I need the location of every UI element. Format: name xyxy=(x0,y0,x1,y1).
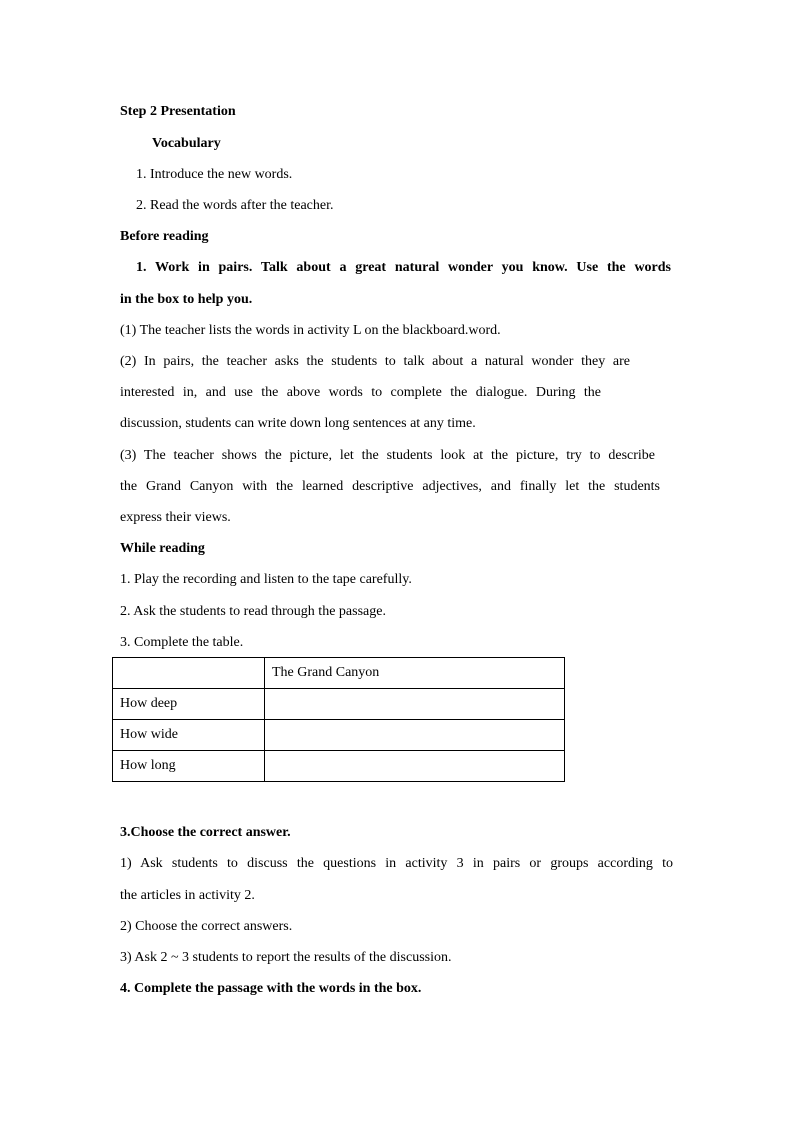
paragraph-line: (2) In pairs, the teacher asks the students to talk about a natural wonder they are xyxy=(120,354,630,369)
table-header-cell xyxy=(113,658,265,689)
paragraph-line: 3) Ask 2 ~ 3 students to report the results of the discussion. xyxy=(120,950,452,965)
complete-heading: 4. Complete the passage with the words in the box. xyxy=(120,981,422,996)
table-header-cell: The Grand Canyon xyxy=(265,658,565,689)
while-reading-heading: While reading xyxy=(120,541,205,556)
paragraph-line: the articles in activity 2. xyxy=(120,888,255,903)
while-reading-item: 1. Play the recording and listen to the tape carefully. xyxy=(120,572,412,587)
paragraph-line: discussion, students can write down long sentences at any time. xyxy=(120,416,476,431)
step-heading: Step 2 Presentation xyxy=(120,104,236,119)
table-row xyxy=(113,689,565,720)
paragraph-line: 2) Choose the correct answers. xyxy=(120,919,293,934)
table-row-value xyxy=(265,751,565,782)
vocabulary-heading: Vocabulary xyxy=(152,136,221,151)
choose-heading: 3.Choose the correct answer. xyxy=(120,825,291,840)
grand-canyon-table xyxy=(112,657,565,782)
paragraph-line: the Grand Canyon with the learned descriptive adjectives, and finally let the students xyxy=(120,479,660,494)
paragraph-line: 1) Ask students to discuss the questions in activity 3 in pairs or groups according to xyxy=(120,856,673,871)
pair-task-line: 1. Work in pairs. Talk about a great natural wonder you know. Use the words xyxy=(136,260,671,275)
paragraph-line: (3) The teacher shows the picture, let the students look at the picture, try to describe xyxy=(120,448,655,463)
before-reading-heading: Before reading xyxy=(120,229,209,244)
paragraph-line: (1) The teacher lists the words in activity L on the blackboard.word. xyxy=(120,323,501,338)
while-reading-item: 3. Complete the table. xyxy=(120,635,244,650)
table-header-row xyxy=(113,658,565,689)
table-row-value xyxy=(265,689,565,720)
table-row-label: How deep xyxy=(113,689,265,720)
table-row-value xyxy=(265,720,565,751)
paragraph-line: express their views. xyxy=(120,510,231,525)
vocabulary-item: 2. Read the words after the teacher. xyxy=(136,198,334,213)
vocabulary-item: 1. Introduce the new words. xyxy=(136,167,293,182)
table-row xyxy=(113,720,565,751)
table-row xyxy=(113,751,565,782)
while-reading-item: 2. Ask the students to read through the passage. xyxy=(120,604,386,619)
pair-task-line: in the box to help you. xyxy=(120,292,253,307)
table-row-label: How long xyxy=(113,751,265,782)
table-row-label: How wide xyxy=(113,720,265,751)
paragraph-line: interested in, and use the above words to complete the dialogue. During the xyxy=(120,385,601,400)
